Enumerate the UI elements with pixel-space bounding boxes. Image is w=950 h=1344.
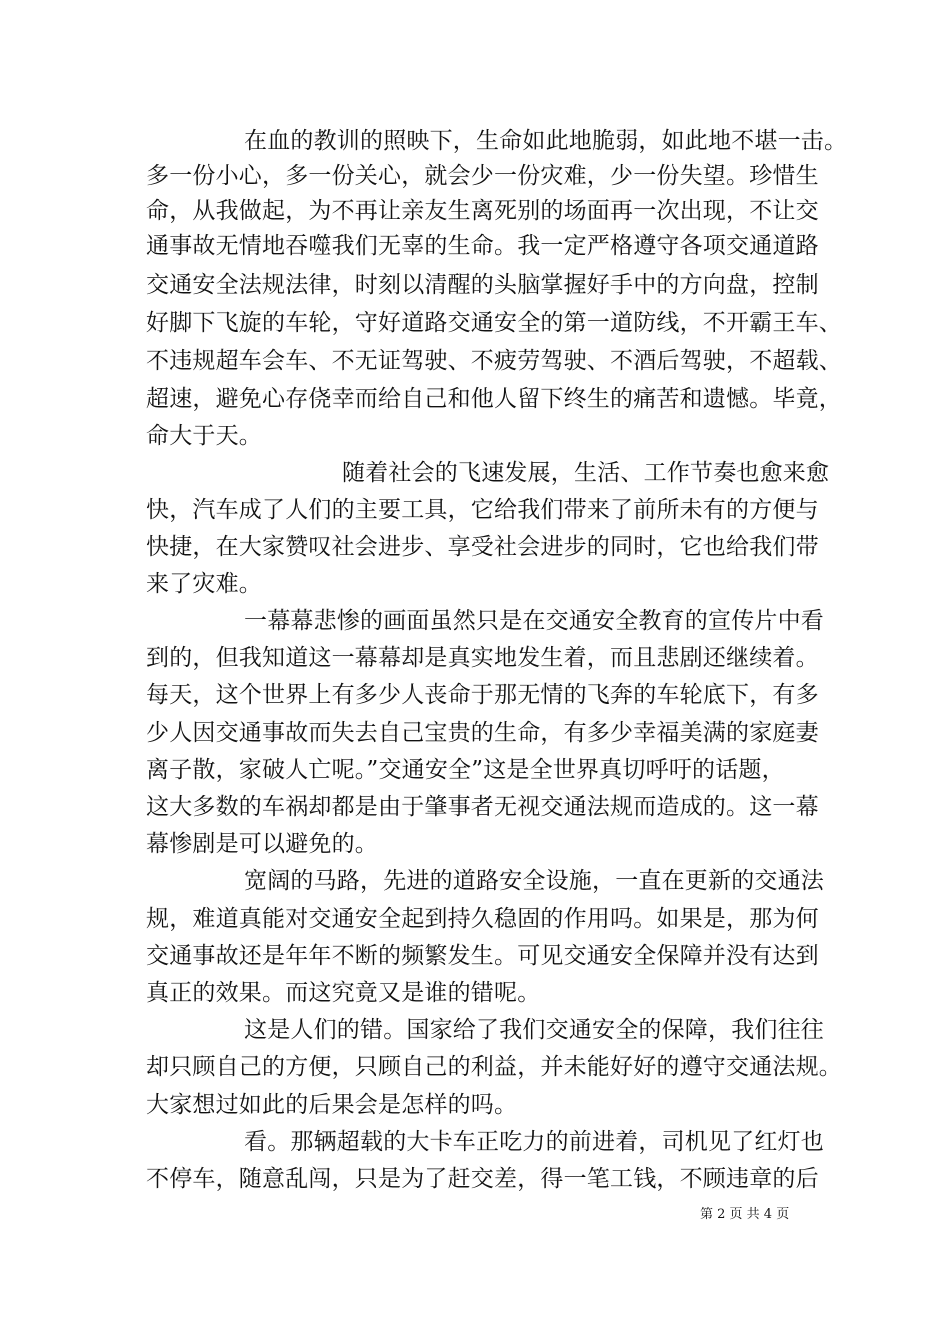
paragraph-1-line-5: 交通安全法规法律，时刻以清醒的头脑掌握好手中的方向盘，控制 — [146, 272, 819, 298]
paragraph-1-line-3: 命，从我做起，为不再让亲友生离死别的场面再一次出现，不让交 — [146, 198, 819, 224]
paragraph-5-line-3: 大家想过如此的后果会是怎样的吗。 — [146, 1092, 518, 1118]
paragraph-4-line-4: 真正的效果。而这究竟又是谁的错呢。 — [146, 980, 541, 1006]
paragraph-4-line-1: 宽阔的马路，先进的道路安全设施，一直在更新的交通法 — [244, 868, 824, 894]
paragraph-2-line-4: 来了灾难。 — [146, 571, 262, 597]
paragraph-5-line-1: 这是人们的错。国家给了我们交通安全的保障，我们往往 — [244, 1017, 824, 1043]
page-number-footer: 第 2 页 共 4 页 — [700, 1207, 790, 1222]
paragraph-6-line-2: 不停车，随意乱闯，只是为了赶交差，得一笔工钱，不顾违章的后 — [146, 1166, 819, 1192]
paragraph-6-line-1: 看。那辆超载的大卡车正吃力的前进着，司机见了红灯也 — [244, 1129, 824, 1155]
paragraph-1-line-8: 超速，避免心存侥幸而给自己和他人留下终生的痛苦和遗憾。毕竟， — [146, 386, 842, 412]
paragraph-3-line-2: 到的，但我知道这一幕幕却是真实地发生着，而且悲剧还继续着。 — [146, 645, 819, 671]
paragraph-3-line-5: 离子散，家破人亡呢。”交通安全”这是全世界真切呼吁的话题， — [146, 757, 785, 783]
paragraph-5-line-2: 却只顾自己的方便，只顾自己的利益，并未能好好的遵守交通法规。 — [146, 1054, 842, 1080]
paragraph-3-line-1: 一幕幕悲惨的画面虽然只是在交通安全教育的宣传片中看 — [244, 608, 824, 634]
paragraph-1-line-9: 命大于天。 — [146, 423, 262, 449]
paragraph-1-line-6: 好脚下飞旋的车轮，守好道路交通安全的第一道防线，不开霸王车、 — [146, 310, 842, 336]
paragraph-3-line-4: 少人因交通事故而失去自己宝贵的生命，有多少幸福美满的家庭妻 — [146, 720, 819, 746]
paragraph-1-line-2: 多一份小心，多一份关心，就会少一份灾难，少一份失望。珍惜生 — [146, 163, 819, 189]
paragraph-1-line-1: 在血的教训的照映下，生命如此地脆弱，如此地不堪一击。 — [244, 128, 848, 154]
paragraph-3-line-3: 每天，这个世界上有多少人丧命于那无情的飞奔的车轮底下，有多 — [146, 682, 819, 708]
paragraph-3-line-6: 这大多数的车祸却都是由于肇事者无视交通法规而造成的。这一幕 — [146, 794, 819, 820]
paragraph-2-line-1: 随着社会的飞速发展，生活、工作节奏也愈来愈 — [342, 460, 830, 486]
paragraph-4-line-2: 规，难道真能对交通安全起到持久稳固的作用吗。如果是，那为何 — [146, 906, 819, 932]
paragraph-2-line-2: 快，汽车成了人们的主要工具，它给我们带来了前所未有的方便与 — [146, 497, 819, 523]
paragraph-1-line-7: 不违规超车会车、不无证驾驶、不疲劳驾驶、不酒后驾驶，不超载、 — [146, 348, 842, 374]
paragraph-3-line-7: 幕惨剧是可以避免的。 — [146, 831, 378, 857]
paragraph-1-line-4: 通事故无情地吞噬我们无辜的生命。我一定严格遵守各项交通道路 — [146, 233, 819, 259]
paragraph-2-line-3: 快捷，在大家赞叹社会进步、享受社会进步的同时，它也给我们带 — [146, 534, 819, 560]
paragraph-4-line-3: 交通事故还是年年不断的频繁发生。可见交通安全保障并没有达到 — [146, 943, 819, 969]
